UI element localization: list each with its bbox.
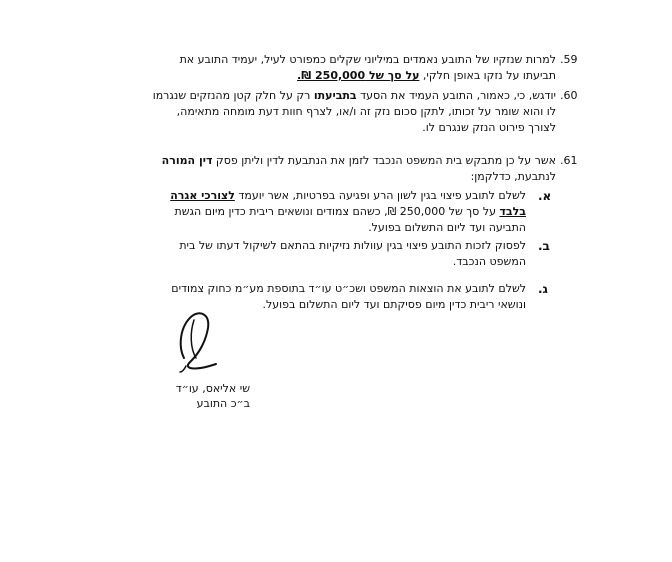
paragraph-60-line-3: לצורך פירוט הנזק שנגרם לו. xyxy=(422,121,556,134)
signature-block xyxy=(150,381,250,411)
paragraph-60-bold-word: בתביעתו xyxy=(313,89,357,102)
item-a-letter: א. xyxy=(538,189,552,203)
paragraph-61-bold-text: דין המורה xyxy=(161,154,213,167)
item-a xyxy=(116,188,526,236)
paragraph-59-text: תביעתו על נזקו באופן חלקי, xyxy=(419,69,556,82)
item-b-line-1: לפסוק לזכות התובע פיצוי בגין עוולות נזיקיות בהתאם לשיקול דעתו של בית xyxy=(179,239,526,252)
claim-amount-emphasis: על סך של 250,000 ₪. xyxy=(297,69,420,82)
item-a-line-1 xyxy=(116,188,526,204)
paragraph-61-text: אשר על כן מתבקש בית המשפט הנכבד לזמן את הנתבעת לדין וליתן פסק xyxy=(212,154,556,167)
paragraph-60-line-2: לו והוא שומר על זכותו, לתקן סכום נזק זה ו/או, לצרף חוות דעת מומחה מתאימה, xyxy=(176,105,556,118)
paragraph-60-line-1 xyxy=(116,88,556,104)
paragraph-59 xyxy=(116,52,556,84)
item-b-letter: ב. xyxy=(538,239,550,253)
paragraph-60-number: .60 xyxy=(560,89,578,102)
paragraph-59-line-1: למרות שנזקיו של התובע נאמדים במיליוני שקלים כמפורט לעיל, יעמיד התובע את xyxy=(179,53,556,66)
attorney-role: ב״כ התובע xyxy=(196,397,250,410)
paragraph-61-number: .61 xyxy=(560,154,578,167)
paragraph-60-text-a: יודגש, כי, כאמור, התובע העמיד את הסעד xyxy=(356,89,556,102)
item-a-text: לשלם לתובע פיצוי בגין לשון הרע ופגיעה בפרטיות, אשר יועמד xyxy=(234,189,526,202)
item-a-line-2 xyxy=(116,204,526,220)
paragraph-59-number: .59 xyxy=(560,53,578,66)
paragraph-59-line-2 xyxy=(116,68,556,84)
item-c-letter: ג. xyxy=(538,282,548,296)
paragraph-60 xyxy=(116,88,556,136)
attorney-name: שי אליאס, עו״ד xyxy=(175,382,250,395)
paragraph-61 xyxy=(116,153,556,185)
item-c-line-2: ונושאי ריבית כדין מיום פסיקתם ועד ליום התשלום בפועל. xyxy=(262,298,526,311)
paragraph-60-text-c: רק על חלק קטן מהנזקים שנגרמו xyxy=(152,89,314,102)
item-a-emphasis-1: לצורכי אגרה xyxy=(170,189,235,202)
paragraph-61-line-2: לנתבעת, כדלקמן: xyxy=(470,170,556,183)
paragraph-61-line-1 xyxy=(116,153,556,169)
handwritten-signature xyxy=(170,306,230,376)
item-a-emphasis-2: בלבד xyxy=(499,205,526,218)
item-b-line-2: המשפט הנכבד. xyxy=(452,255,526,268)
item-a-text-2: על סך של 250,000 ₪, כשהם צמודים ונושאים ריבית כדין מיום הגשת xyxy=(174,205,500,218)
item-c-line-1: לשלם לתובע את הוצאות המשפט ושכ״ט עו״ד בתוספת מע״מ כחוק צמודים xyxy=(171,282,526,295)
item-a-line-3: התביעה ועד ליום התשלום בפועל. xyxy=(368,221,526,234)
item-b xyxy=(116,238,526,270)
